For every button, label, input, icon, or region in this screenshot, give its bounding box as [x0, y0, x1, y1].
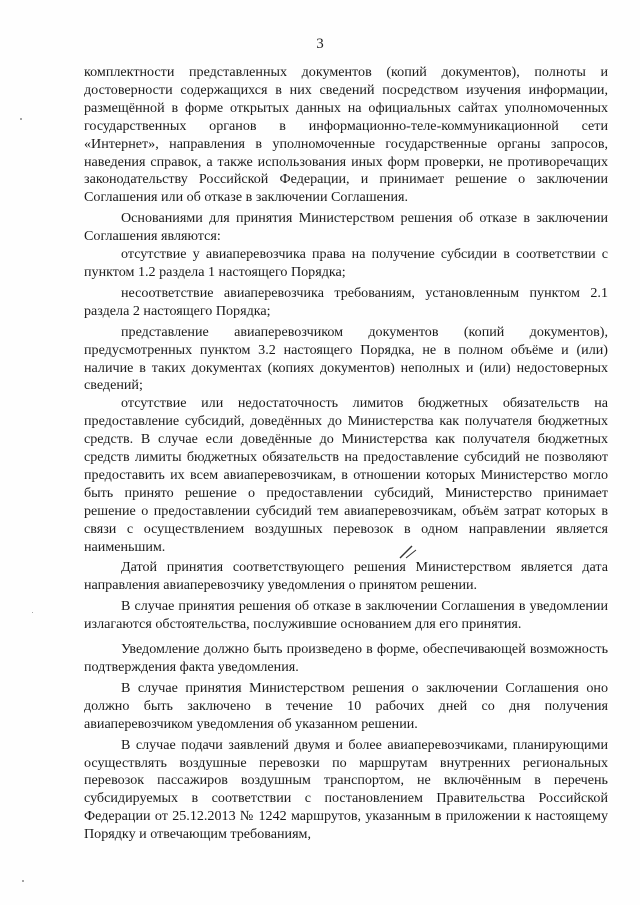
scan-speck — [22, 880, 24, 882]
pen-mark — [398, 540, 420, 566]
paragraph-refusal-notice: В случае принятия решения об отказе в заключении Соглашения в уведомлении излагаются обстоятельства, послужившие основанием для его принятия. — [84, 598, 608, 633]
paragraph-decision-date: Датой принятия соответствующего решения Министерством является дата направления авиаперевозчику уведомления о принятом решении. — [84, 559, 608, 594]
paragraph-verification: комплектности представленных документов (копий документов), полноты и достоверности содержащихся в них сведений посредством изучения информации, размещённой в форме открытых данных на официальных сайтах уполномоченных государственных органов в информационно-теле-коммуникационной сети «Интернет», направления в уполномоченные государственные органы запросов, наведения справок, а также использования иных форм проверки, не противоречащих законодательству Российской Федерации, и принимает решение о заключении Соглашения или об отказе в заключении Соглашения. — [84, 64, 608, 206]
paragraph-grounds-intro: Основаниями для принятия Министерством решения об отказе в заключении Соглашения являются: — [84, 210, 608, 245]
paragraph-notice-form: Уведомление должно быть произведено в форме, обеспечивающей возможность подтверждения факта уведомления. — [84, 641, 608, 675]
scan-speck — [20, 118, 22, 120]
paragraph-ground-limits: отсутствие или недостаточность лимитов бюджетных обязательств на предоставление субсидий, доведённых до Министерства как получателя бюджетных средств. В случае если доведённые до Министерства как получателя бюджетных средств лимиты бюджетных обязательств на предоставление субсидий не позволяют предоставить их всем авиаперевозчикам, в отношении которых Министерство могло быть принято решение о предоставлении субсидий, Министерство принимает решение о предоставлении субсидий тем авиаперевозчикам, объём затрат которых в связи с осуществлением воздушных перевозок в одном направлении является наименьшим. — [84, 395, 608, 555]
paragraph-ground-incomplete-docs: представление авиаперевозчиком документов (копий документов), предусмотренных пунктом 3.2 настоящего Порядка, не в полном объёме и (или) наличие в таких документах (копиях документов) неполных и (или) недостоверных сведений; — [84, 323, 608, 394]
page-number: 3 — [316, 36, 324, 52]
document-body — [84, 64, 608, 844]
scan-speck — [32, 612, 33, 613]
paragraph-agreement-term: В случае принятия Министерством решения о заключении Соглашения оно должно быть заключено в течение 10 рабочих дней со дня получения авиаперевозчиком уведомления об указанном решении. — [84, 679, 608, 732]
paragraph-ground-noncompliance: несоответствие авиаперевозчика требованиям, установленным пунктом 2.1 раздела 2 настоящего Порядка; — [84, 284, 608, 319]
paragraph-multiple-applicants: В случае подачи заявлений двумя и более авиаперевозчиками, планирующими осуществлять воздушные перевозки по маршрутам внутренних региональных перевозок пассажиров воздушным транспортом, не включённым в перечень субсидируемых в соответствии с постановлением Правительства Российской Федерации от 25.12.2013 № 1242 маршрутов, указанным в приложении к настоящему Порядку и отвечающим требованиям, — [84, 736, 608, 843]
paragraph-ground-no-right: отсутствие у авиаперевозчика права на получение субсидии в соответствии с пунктом 1.2 раздела 1 настоящего Порядка; — [84, 246, 608, 280]
